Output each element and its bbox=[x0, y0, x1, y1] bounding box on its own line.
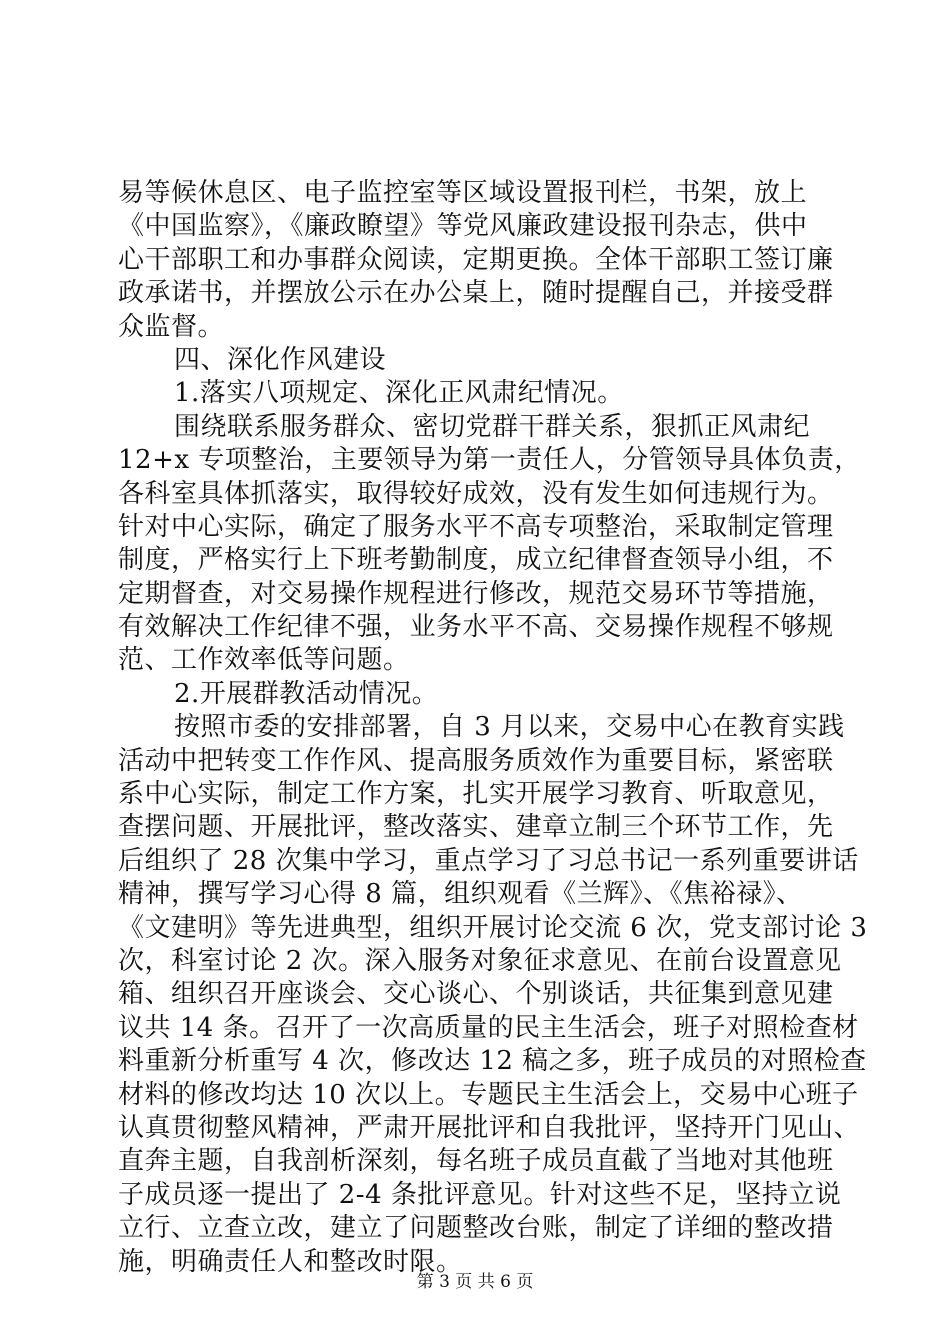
body-text-line: 料重新分析重写 4 次，修改达 12 稿之多，班子成员的对照检查 bbox=[118, 1046, 867, 1077]
body-text-line: 2.开展群教活动情况。 bbox=[174, 678, 439, 709]
body-text-line: 认真贯彻整风精神，严肃开展批评和自我批评，坚持开门见山、 bbox=[118, 1112, 861, 1143]
body-text-line: 《中国监察》，《廉政瞭望》等党风廉政建设报刊杂志，供中 bbox=[118, 211, 808, 242]
body-text-line: 有效解决工作纪律不强，业务水平不高、交易操作规程不够规 bbox=[118, 612, 834, 643]
body-text-line: 针对中心实际，确定了服务水平不高专项整治，采取制定管理 bbox=[118, 511, 834, 542]
body-text-line: 政承诺书，并摆放公示在办公桌上，随时提醒自己，并接受群 bbox=[118, 278, 834, 309]
body-text-line: 范、工作效率低等问题。 bbox=[118, 645, 410, 676]
body-text-line: 直奔主题，自我剖析深刻，每名班子成员直截了当地对其他班 bbox=[118, 1146, 834, 1177]
body-text-line: 材料的修改均达 10 次以上。专题民主生活会上，交易中心班子 bbox=[118, 1079, 859, 1110]
body-text-line: 易等候休息区、电子监控室等区域设置报刊栏，书架，放上 bbox=[118, 178, 808, 208]
body-text-line: 1.落实八项规定、深化正风肃纪情况。 bbox=[174, 378, 624, 409]
body-text-line: 《文建明》等先进典型，组织开展讨论交流 6 次，党支部讨论 3 bbox=[118, 912, 868, 943]
body-text-line: 各科室具体抓落实，取得较好成效，没有发生如何违规行为。 bbox=[118, 478, 834, 509]
document-body bbox=[118, 177, 868, 1279]
page-footer: 第 3 页 共 6 页 bbox=[416, 1272, 534, 1292]
body-text-line: 施，明确责任人和整改时限。 bbox=[118, 1246, 463, 1277]
body-text-line: 系中心实际，制定工作方案，扎实开展学习教育、听取意见， bbox=[118, 779, 834, 810]
body-text-line: 子成员逐一提出了 2-4 条批评意见。针对这些不足，坚持立说 bbox=[118, 1179, 842, 1210]
body-text-line: 12+x 专项整治，主要领导为第一责任人，分管领导具体负责， bbox=[118, 445, 861, 476]
body-text-line: 四、深化作风建设 bbox=[174, 344, 387, 375]
body-text-line: 围绕联系服务群众、密切党群干群关系，狠抓正风肃纪 bbox=[174, 411, 811, 442]
body-text-line: 立行、立查立改，建立了问题整改台账，制定了详细的整改措 bbox=[118, 1213, 834, 1244]
body-text-line: 众监督。 bbox=[118, 311, 225, 342]
body-text-line: 查摆问题、开展批评，整改落实、建章立制三个环节工作，先 bbox=[118, 812, 834, 843]
body-text-line: 议共 14 条。召开了一次高质量的民主生活会，班子对照检查材 bbox=[118, 1012, 859, 1043]
body-text-line: 精神，撰写学习心得 8 篇，组织观看《兰辉》、《焦裕禄》、 bbox=[118, 879, 803, 910]
body-text-line: 定期督查，对交易操作规程进行修改，规范交易环节等措施， bbox=[118, 578, 834, 609]
body-text-line: 制度，严格实行上下班考勤制度，成立纪律督查领导小组，不 bbox=[118, 545, 834, 576]
body-text-line: 次，科室讨论 2 次。深入服务对象征求意见、在前台设置意见 bbox=[118, 945, 842, 976]
body-text-line: 活动中把转变工作作风、提高服务质效作为重要目标，紧密联 bbox=[118, 745, 834, 776]
body-text-line: 心干部职工和办事群众阅读，定期更换。全体干部职工签订廉 bbox=[118, 244, 834, 275]
body-text-line: 后组织了 28 次集中学习，重点学习了习总书记一系列重要讲话 bbox=[118, 845, 859, 876]
body-text-line: 按照市委的安排部署，自 3 月以来，交易中心在教育实践 bbox=[174, 712, 845, 743]
body-text-line: 箱、组织召开座谈会、交心谈心、个别谈话，共征集到意见建 bbox=[118, 979, 834, 1010]
